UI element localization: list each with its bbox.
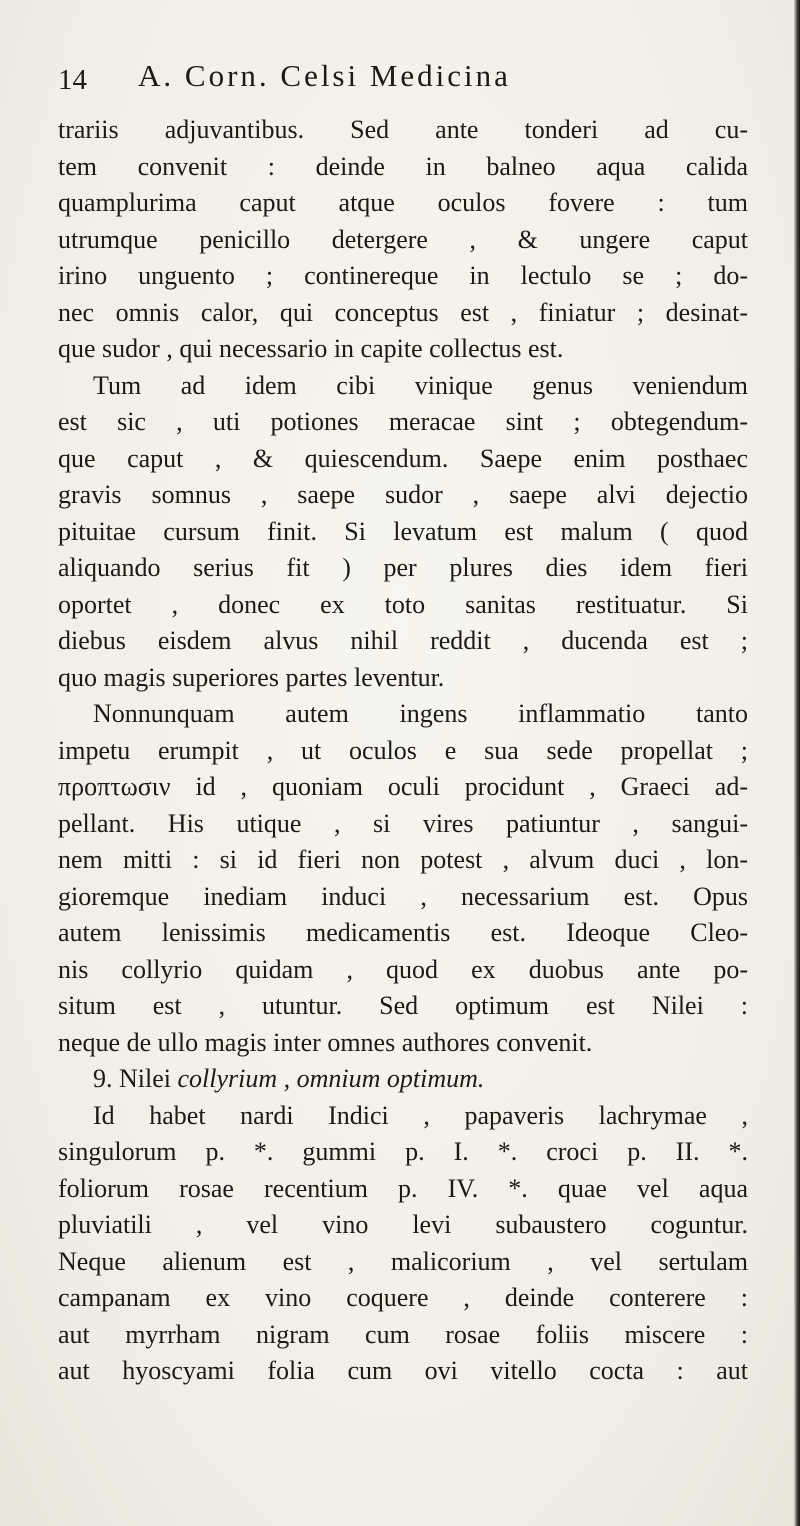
text-line: utrumque penicillo detergere , & ungere caput (58, 224, 748, 254)
page-number: 14 (58, 64, 87, 96)
body-text (58, 112, 748, 1390)
text-line: Id habet nardi Indici , papaveris lachrymae , (93, 1100, 748, 1130)
text-line: diebus eisdem alvus nihil reddit , ducenda est ; (58, 626, 748, 655)
text-line: Tum ad idem cibi vinique genus veniendum (93, 370, 748, 400)
page-header (58, 58, 748, 108)
text-line: que sudor , qui necessario in capite collectus est. (58, 334, 564, 363)
text-line: Nonnunquam autem ingens inflammatio tanto (93, 699, 748, 728)
text-line: quo magis superiores partes leventur. (58, 662, 445, 692)
text-line: trariis adjuvantibus. Sed ante tonderi ad cu- (58, 115, 748, 144)
text-line: aut myrrham nigram cum rosae foliis miscere : (58, 1319, 748, 1349)
text-line: προπτωσιν id , quoniam oculi procidunt , Graeci ad- (58, 772, 748, 801)
text-line: Neque alienum est , malicorium , vel sertulam (58, 1246, 748, 1276)
text-line: oportet , donec ex toto sanitas restituatur. Si (58, 589, 748, 619)
section-number: 9. (93, 1064, 113, 1093)
text-line: autem lenissimis medicamentis est. Ideoque Cleo- (58, 918, 748, 947)
text-line: tem convenit : deinde in balneo aqua calida (58, 151, 748, 181)
text-line: nem mitti : si id fieri non potest , alvum duci , lon- (58, 845, 748, 874)
text-line: est sic , uti potiones meracae sint ; obtegendum- (58, 407, 748, 436)
page-edge-shadow (794, 0, 800, 1526)
text-line: campanam ex vino coquere , deinde conterere : (58, 1283, 748, 1312)
text-line: irino unguento ; continereque in lectulo se ; do- (58, 261, 748, 290)
section-title: collyrium , omnium optimum. (177, 1064, 485, 1093)
text-line: neque de ullo magis inter omnes authores convenit. (58, 1027, 593, 1057)
text-line: nis collyrio quidam , quod ex duobus ante po- (58, 954, 748, 984)
section-name: Nilei (119, 1064, 171, 1093)
text-line: que caput , & quiescendum. Saepe enim posthaec (58, 443, 748, 473)
text-line: singulorum p. *. gummi p. I. *. croci p. II. *. (58, 1137, 748, 1166)
text-line: aliquando serius fit ) per plures dies idem fieri (58, 553, 748, 582)
text-line: gioremque inediam induci , necessarium est. Opus (58, 881, 748, 911)
text-line: pluviatili , vel vino levi subaustero coguntur. (58, 1210, 748, 1239)
text-line: foliorum rosae recentium p. IV. *. quae vel aqua (58, 1173, 748, 1203)
text-line: situm est , utuntur. Sed optimum est Nilei : (58, 991, 748, 1020)
text-line: aut hyoscyami folia cum ovi vitello cocta : aut (58, 1356, 748, 1385)
text-line: quamplurima caput atque oculos fovere : tum (58, 188, 748, 217)
text-line: gravis somnus , saepe sudor , saepe alvi dejectio (58, 480, 748, 509)
text-line: nec omnis calor, qui conceptus est , finiatur ; desinat- (58, 297, 748, 327)
text-line: pituitae cursum finit. Si levatum est malum ( quod (58, 516, 748, 546)
text-line: pellant. His utique , si vires patiuntur , sangui- (58, 808, 748, 838)
text-line: impetu erumpit , ut oculos e sua sede propellat ; (58, 735, 748, 765)
section-heading (58, 1061, 748, 1098)
running-title: A. Corn. Celsi Medicina (138, 58, 511, 93)
